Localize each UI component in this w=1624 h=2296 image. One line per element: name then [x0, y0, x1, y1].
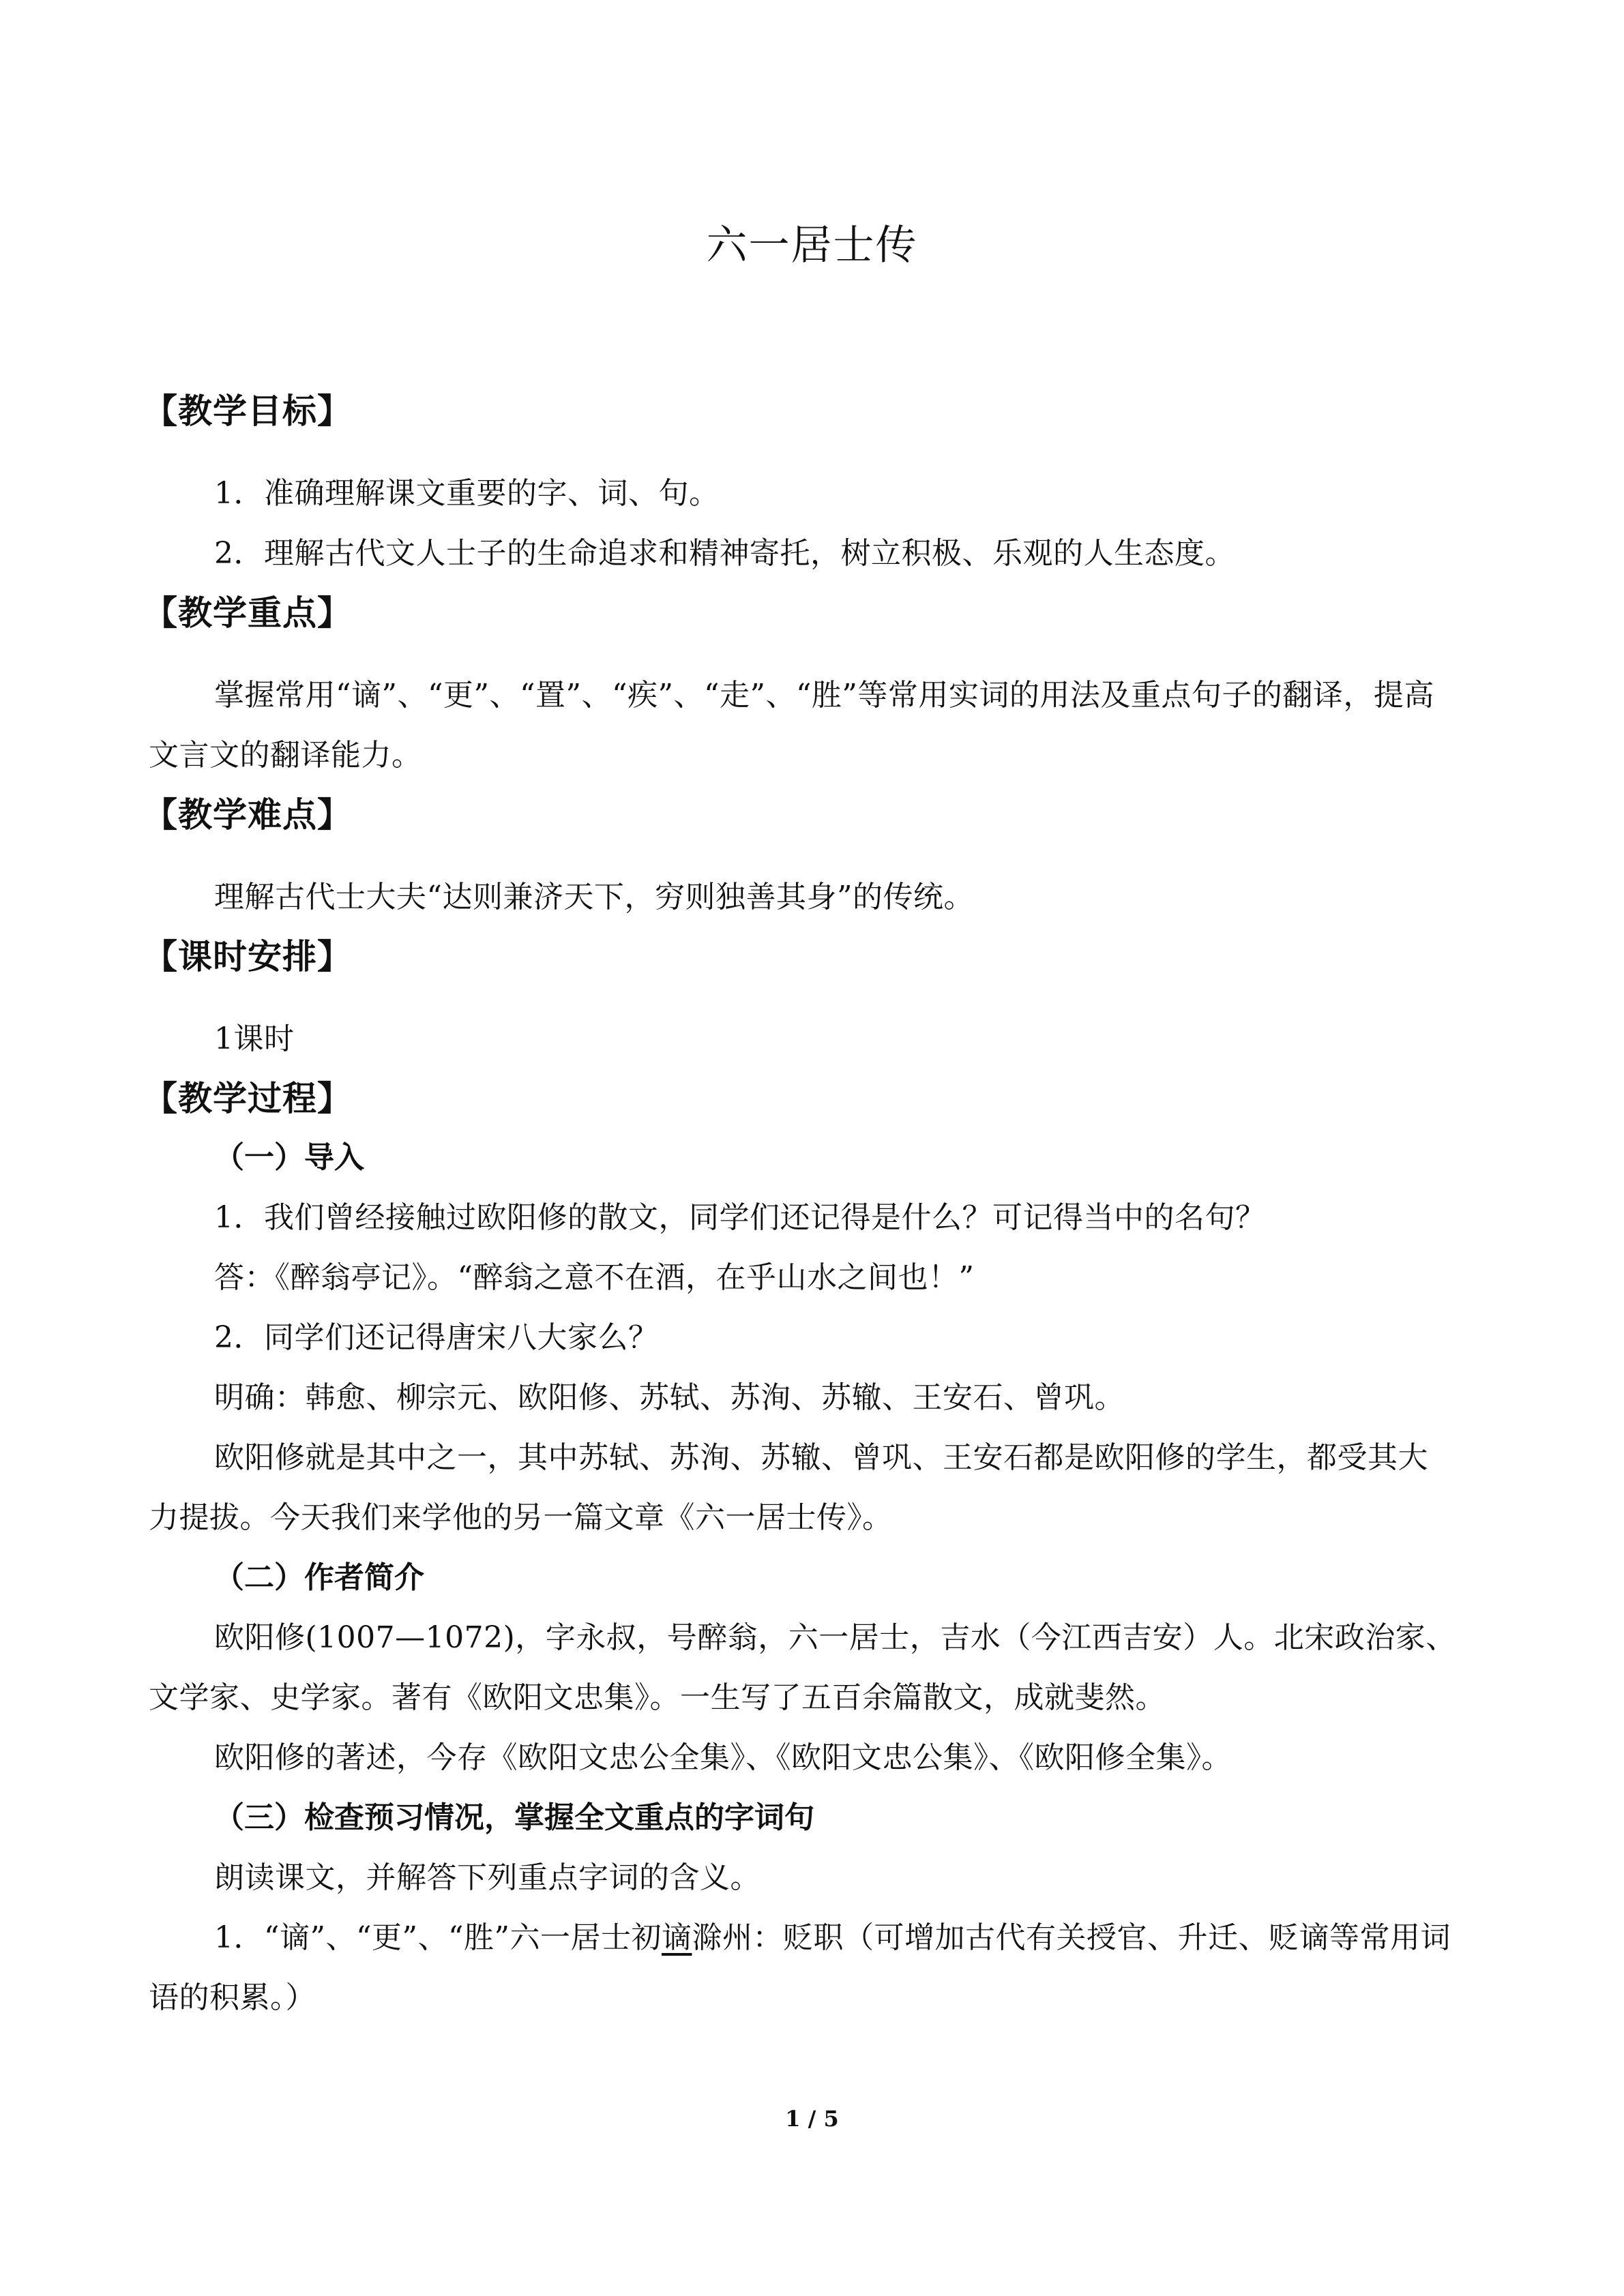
- intro-answer-1: 答：《醉翁亭记》。“醉翁之意不在酒，在乎山水之间也！”: [214, 1260, 975, 1295]
- section-heading-goals: 【教学目标】: [143, 391, 352, 431]
- subsection-title-intro: （一）导入: [214, 1140, 364, 1175]
- document-body: [143, 382, 1458, 2028]
- preview-text-post: 滁州：贬职（可增加古代有关授官、升迁、贬谪等常用词语的积累。）: [149, 1920, 1451, 2015]
- schedule-text: 1课时: [214, 1022, 295, 1056]
- underlined-word: 谪: [661, 1920, 692, 1955]
- author-paragraph-2: 欧阳修的著述，今存《欧阳文忠公全集》、《欧阳文忠公集》、《欧阳修全集》。: [214, 1740, 1232, 1775]
- subsection-title-preview: （三）检查预习情况，掌握全文重点的字词句: [214, 1800, 814, 1835]
- intro-answer-2: 明确：韩愈、柳宗元、欧阳修、苏轼、苏洵、苏辙、王安石、曾巩。: [214, 1380, 1125, 1415]
- preview-paragraph-2: [149, 1908, 1458, 2028]
- page-title: 六一居士传: [706, 222, 918, 269]
- intro-question-2: 2．同学们还记得唐宋八大家么？: [214, 1320, 659, 1355]
- difficulties-text: 理解古代士大夫“达则兼济天下，穷则独善其身”的传统。: [214, 880, 974, 914]
- intro-question-1: 1．我们曾经接触过欧阳修的散文，同学们还记得是什么？可记得当中的名句？: [214, 1200, 1266, 1235]
- key-points-text: 掌握常用“谪”、“更”、“置”、“疾”、“走”、“胜”等常用实词的用法及重点句子的翻译，提高文言文的翻译能力。: [149, 678, 1434, 773]
- author-paragraph-1: 欧阳修(1007—1072)，字永叔，号醉翁，六一居士，吉水（今江西吉安）人。北宋政治家、文学家、史学家。著有《欧阳文忠集》。一生写了五百余篇散文，成就斐然。: [149, 1620, 1456, 1715]
- section-heading-difficulties: 【教学难点】: [143, 795, 352, 835]
- section-heading-key-points: 【教学重点】: [143, 593, 352, 633]
- page-number: 1 / 5: [785, 2106, 839, 2132]
- goal-item-1: 1．准确理解课文重要的字、词、句。: [214, 476, 720, 511]
- preview-text-pre: 1．“谪”、“更”、“胜”六一居士初: [214, 1920, 662, 1955]
- goal-item-2: 2．理解古代文人士子的生命追求和精神寄托，树立积极、乐观的人生态度。: [214, 536, 1235, 571]
- section-heading-schedule: 【课时安排】: [143, 937, 352, 976]
- subsection-title-author: （二）作者简介: [214, 1560, 424, 1595]
- preview-paragraph-1: 朗读课文，并解答下列重点字词的含义。: [214, 1860, 761, 1895]
- section-heading-process: 【教学过程】: [143, 1079, 352, 1118]
- intro-paragraph-3: 欧阳修就是其中之一，其中苏轼、苏洵、苏辙、曾巩、王安石都是欧阳修的学生，都受其大力提拔。今天我们来学他的另一篇文章《六一居士传》。: [149, 1440, 1428, 1535]
